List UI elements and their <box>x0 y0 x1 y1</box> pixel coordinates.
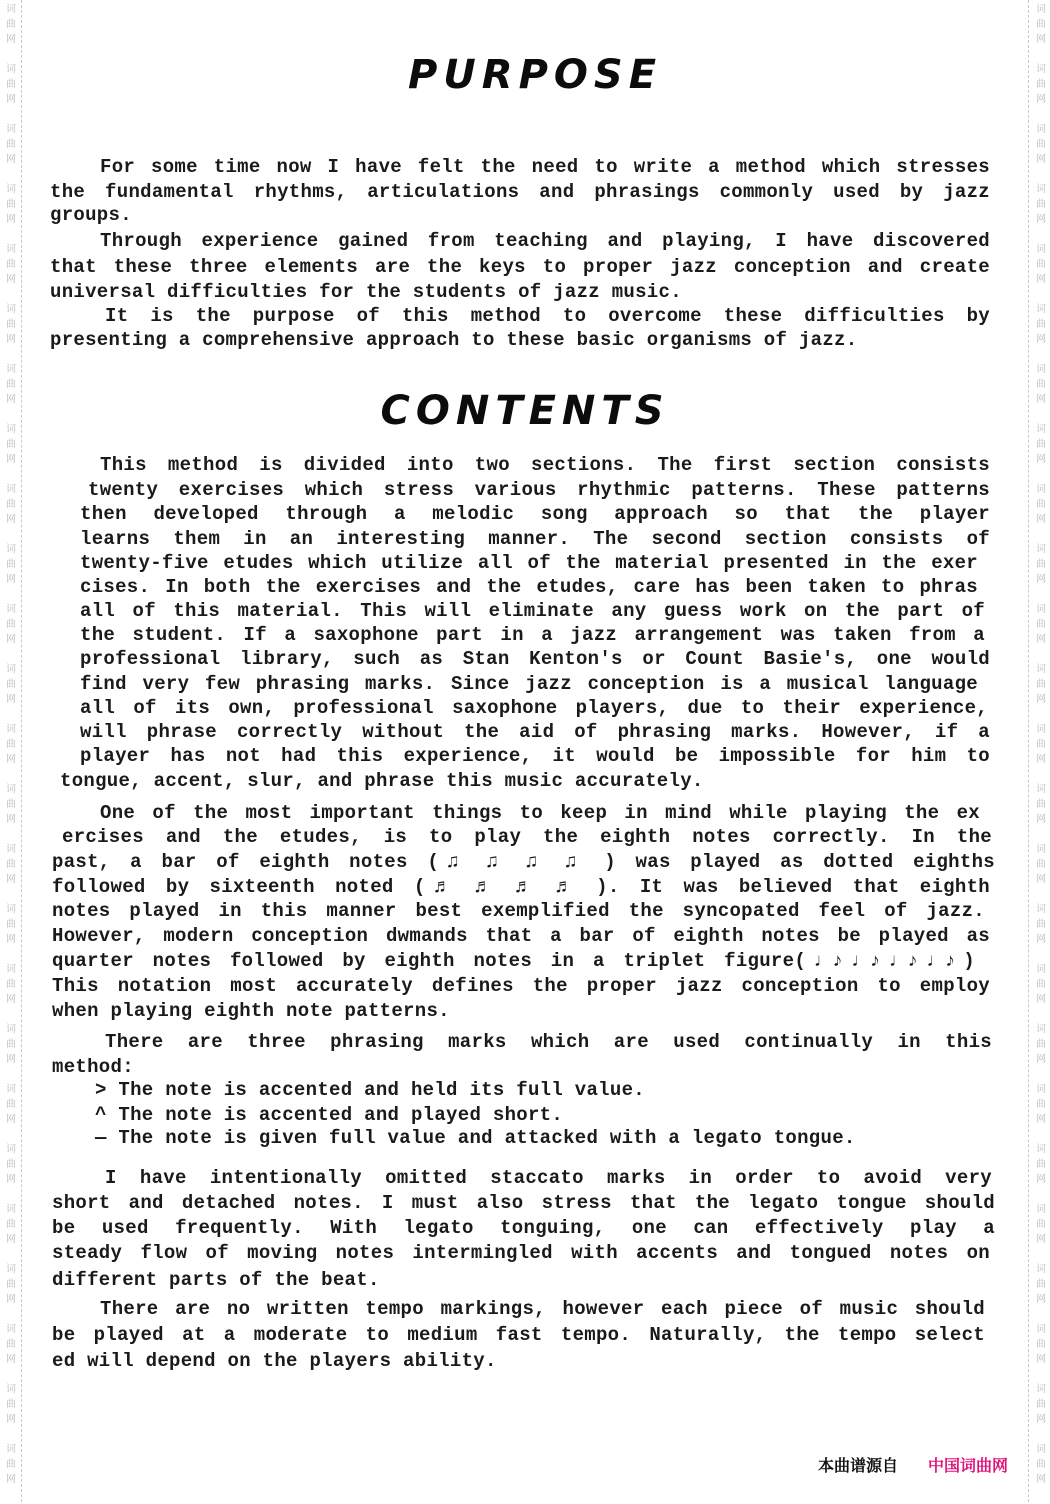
watermark-char: 网 <box>1036 874 1046 885</box>
watermark-char: 词 <box>1036 304 1046 315</box>
watermark-group <box>1036 542 1046 602</box>
watermark-group <box>6 962 16 1022</box>
watermark-char: 曲 <box>1036 859 1046 870</box>
watermark-char: 曲 <box>6 1459 16 1470</box>
watermark-group <box>6 782 16 842</box>
watermark-char: 网 <box>6 1414 16 1425</box>
watermark-char: 网 <box>1036 1114 1046 1125</box>
watermark-char: 曲 <box>1036 679 1046 690</box>
text-line: cises. In both the exercises and the etudes, care has been taken to phras <box>80 576 978 598</box>
watermark-group <box>6 902 16 962</box>
text-line: > The note is accented and held its full value. <box>95 1079 645 1101</box>
watermark-char: 网 <box>1036 1174 1046 1185</box>
watermark-char: 词 <box>6 124 16 135</box>
text-line: all of its own, professional saxophone players, due to their experience, <box>80 697 988 719</box>
text-line: steady flow of moving notes intermingled with accents and tongued notes on <box>52 1242 990 1264</box>
watermark-char: 网 <box>1036 154 1046 165</box>
watermark-char: 网 <box>1036 214 1046 225</box>
watermark-char: 词 <box>6 964 16 975</box>
watermark-char: 词 <box>1036 484 1046 495</box>
watermark-char: 曲 <box>1036 1279 1046 1290</box>
watermark-char: 词 <box>1036 124 1046 135</box>
watermark-char: 词 <box>6 1084 16 1095</box>
watermark-char: 网 <box>1036 754 1046 765</box>
watermark-char: 曲 <box>1036 19 1046 30</box>
watermark-char: 词 <box>6 1204 16 1215</box>
watermark-char: 曲 <box>1036 499 1046 510</box>
watermark-char: 网 <box>6 1174 16 1185</box>
watermark-char: 曲 <box>6 739 16 750</box>
watermark-char: 网 <box>1036 454 1046 465</box>
watermark-char: 网 <box>1036 1294 1046 1305</box>
text-line: find very few phrasing marks. Since jazz conception is a musical language <box>80 673 978 695</box>
watermark-char: 词 <box>6 424 16 435</box>
watermark-group <box>6 122 16 182</box>
watermark-char: 曲 <box>1036 1459 1046 1470</box>
watermark-char: 词 <box>1036 964 1046 975</box>
text-line: the student. If a saxophone part in a jazz arrangement was taken from a <box>80 624 985 646</box>
text-line: different parts of the beat. <box>52 1269 380 1291</box>
watermark-group <box>1036 782 1046 842</box>
watermark-group <box>1036 1142 1046 1202</box>
text-line: groups. <box>50 204 132 226</box>
text-line: method: <box>52 1056 134 1078</box>
watermark-char: 网 <box>1036 634 1046 645</box>
watermark-char: 词 <box>1036 1204 1046 1215</box>
watermark-char: 词 <box>1036 604 1046 615</box>
watermark-char: 词 <box>6 244 16 255</box>
watermark-char: 词 <box>1036 844 1046 855</box>
watermark-char: 词 <box>6 784 16 795</box>
watermark-char: 词 <box>6 1444 16 1455</box>
watermark-char: 曲 <box>6 1039 16 1050</box>
watermark-group <box>6 242 16 302</box>
text-line: past, a bar of eighth notes (♫ ♫ ♫ ♫ ) was played as dotted eighths <box>52 851 995 873</box>
watermark-group <box>1036 302 1046 362</box>
watermark-group <box>1036 1082 1046 1142</box>
watermark-char: 曲 <box>6 559 16 570</box>
watermark-char: 词 <box>6 604 16 615</box>
watermark-char: 网 <box>1036 34 1046 45</box>
watermark-char: 曲 <box>1036 439 1046 450</box>
text-line: professional library, such as Stan Kenton's or Count Basie's, one would <box>80 648 990 670</box>
watermark-char: 网 <box>6 1354 16 1365</box>
watermark-char: 曲 <box>6 19 16 30</box>
watermark-char: 网 <box>1036 1474 1046 1485</box>
watermark-group <box>6 542 16 602</box>
text-line: This method is divided into two sections. The first section consists <box>100 454 990 476</box>
watermark-char: 词 <box>1036 724 1046 735</box>
watermark-char: 曲 <box>1036 1339 1046 1350</box>
watermark-group <box>6 722 16 782</box>
watermark-char: 网 <box>6 874 16 885</box>
watermark-char: 曲 <box>1036 739 1046 750</box>
watermark-char: 曲 <box>1036 1039 1046 1050</box>
watermark-char: 网 <box>1036 514 1046 525</box>
watermark-char: 曲 <box>6 1099 16 1110</box>
watermark-group <box>1036 602 1046 662</box>
watermark-char: 词 <box>1036 1384 1046 1395</box>
watermark-group <box>6 1142 16 1202</box>
text-line: This notation most accurately defines the proper jazz conception to employ <box>52 975 990 997</box>
watermark-group <box>6 302 16 362</box>
watermark-char: 词 <box>1036 1144 1046 1155</box>
watermark-char: 词 <box>6 1024 16 1035</box>
watermark-char: 词 <box>6 904 16 915</box>
watermark-char: 词 <box>6 1384 16 1395</box>
watermark-group <box>6 1082 16 1142</box>
text-line: player has not had this experience, it would be impossible for him to <box>80 745 990 767</box>
left-watermark-column <box>0 0 22 1504</box>
text-line: be used frequently. With legato tonguing, one can effectively play a <box>52 1217 995 1239</box>
watermark-char: 曲 <box>6 619 16 630</box>
watermark-char: 曲 <box>1036 1399 1046 1410</box>
watermark-group <box>1036 1022 1046 1082</box>
watermark-char: 曲 <box>1036 79 1046 90</box>
watermark-char: 词 <box>1036 1264 1046 1275</box>
watermark-char: 词 <box>1036 244 1046 255</box>
watermark-char: 网 <box>6 994 16 1005</box>
text-line: quarter notes followed by eighth notes in a triplet figure(♩♪♩♪♩♪♩♪) <box>52 950 975 972</box>
watermark-group <box>1036 242 1046 302</box>
watermark-char: 曲 <box>1036 619 1046 630</box>
watermark-char: 曲 <box>1036 379 1046 390</box>
text-line: that these three elements are the keys to proper jazz conception and create <box>50 256 990 278</box>
watermark-char: 网 <box>1036 1414 1046 1425</box>
watermark-char: 网 <box>6 274 16 285</box>
watermark-char: 曲 <box>1036 1159 1046 1170</box>
watermark-char: 词 <box>6 364 16 375</box>
watermark-char: 网 <box>6 334 16 345</box>
watermark-group <box>1036 1442 1046 1502</box>
watermark-group <box>6 662 16 722</box>
text-line: One of the most important things to keep in mind while playing the ex <box>100 802 980 824</box>
source-site-link[interactable]: 中国词曲网 <box>928 1456 1009 1475</box>
watermark-char: 词 <box>6 64 16 75</box>
text-line: the fundamental rhythms, articulations and phrasings commonly used by jazz <box>50 181 990 203</box>
watermark-char: 曲 <box>6 859 16 870</box>
watermark-char: 词 <box>6 1324 16 1335</box>
text-line: tongue, accent, slur, and phrase this music accurately. <box>60 770 704 792</box>
watermark-char: 网 <box>1036 334 1046 345</box>
watermark-group <box>6 482 16 542</box>
watermark-char: 曲 <box>6 919 16 930</box>
watermark-char: 网 <box>1036 94 1046 105</box>
watermark-group <box>1036 902 1046 962</box>
watermark-char: 词 <box>1036 424 1046 435</box>
watermark-char: 曲 <box>1036 259 1046 270</box>
watermark-char: 曲 <box>1036 979 1046 990</box>
text-line: ^ The note is accented and played short. <box>95 1104 564 1126</box>
watermark-char: 词 <box>1036 184 1046 195</box>
watermark-char: 网 <box>6 34 16 45</box>
text-line: It is the purpose of this method to overcome these difficulties by <box>105 305 990 327</box>
source-label: 本曲谱源自 <box>818 1456 899 1475</box>
watermark-char: 词 <box>1036 784 1046 795</box>
watermark-char: 网 <box>6 454 16 465</box>
watermark-group <box>1036 1322 1046 1382</box>
contents-title: CONTENTS <box>380 388 670 434</box>
watermark-group <box>6 1442 16 1502</box>
text-line: presenting a comprehensive approach to these basic organisms of jazz. <box>50 329 858 351</box>
watermark-char: 网 <box>1036 394 1046 405</box>
watermark-char: 词 <box>1036 1324 1046 1335</box>
watermark-char: 网 <box>6 814 16 825</box>
watermark-char: 网 <box>1036 1054 1046 1065</box>
text-line: be played at a moderate to medium fast tempo. Naturally, the tempo select <box>52 1324 985 1346</box>
text-line: There are no written tempo markings, however each piece of music should <box>100 1298 985 1320</box>
watermark-char: 网 <box>6 394 16 405</box>
watermark-char: 曲 <box>1036 1219 1046 1230</box>
watermark-char: 词 <box>6 1264 16 1275</box>
watermark-char: 曲 <box>1036 199 1046 210</box>
watermark-group <box>6 1022 16 1082</box>
watermark-char: 词 <box>1036 1024 1046 1035</box>
watermark-char: 词 <box>1036 544 1046 555</box>
watermark-char: 词 <box>6 664 16 675</box>
watermark-group <box>1036 722 1046 782</box>
text-line: ercises and the etudes, is to play the eighth notes correctly. In the <box>62 826 992 848</box>
watermark-char: 曲 <box>1036 139 1046 150</box>
text-line: twenty exercises which stress various rhythmic patterns. These patterns <box>88 479 990 501</box>
watermark-char: 曲 <box>6 1279 16 1290</box>
watermark-char: 网 <box>6 1234 16 1245</box>
watermark-char: 曲 <box>1036 799 1046 810</box>
watermark-char: 词 <box>6 484 16 495</box>
watermark-char: 词 <box>6 304 16 315</box>
watermark-char: 网 <box>1036 934 1046 945</box>
watermark-char: 曲 <box>1036 919 1046 930</box>
watermark-group <box>1036 182 1046 242</box>
watermark-char: 曲 <box>6 319 16 330</box>
watermark-char: 曲 <box>6 1399 16 1410</box>
watermark-char: 网 <box>1036 1234 1046 1245</box>
watermark-char: 网 <box>1036 694 1046 705</box>
watermark-char: 曲 <box>6 679 16 690</box>
text-line: Through experience gained from teaching and playing, I have discovered <box>100 230 990 252</box>
watermark-char: 词 <box>6 1144 16 1155</box>
text-line: learns them in an interesting manner. The second section consists of <box>80 528 990 550</box>
watermark-group <box>6 1202 16 1262</box>
watermark-char: 词 <box>1036 664 1046 675</box>
text-line: will phrase correctly without the aid of phrasing marks. However, if a <box>80 721 990 743</box>
text-line: then developed through a melodic song approach so that the player <box>80 503 990 525</box>
right-watermark-column <box>1030 0 1050 1504</box>
right-margin-rule <box>1028 0 1029 1502</box>
text-line: twenty-five etudes which utilize all of the material presented in the exer <box>80 552 978 574</box>
watermark-char: 网 <box>1036 1354 1046 1365</box>
text-line: notes played in this manner best exemplified the syncopated feel of jazz. <box>52 900 985 922</box>
watermark-char: 曲 <box>6 1339 16 1350</box>
watermark-group <box>6 1322 16 1382</box>
text-line: For some time now I have felt the need to write a method which stresses <box>100 156 990 178</box>
watermark-char: 网 <box>1036 994 1046 1005</box>
watermark-char: 网 <box>6 1294 16 1305</box>
watermark-group <box>6 842 16 902</box>
watermark-char: 词 <box>1036 4 1046 15</box>
watermark-group <box>1036 962 1046 1022</box>
watermark-char: 曲 <box>6 1159 16 1170</box>
watermark-char: 曲 <box>6 259 16 270</box>
purpose-title: PURPOSE <box>407 52 663 98</box>
watermark-char: 网 <box>6 154 16 165</box>
watermark-group <box>1036 1382 1046 1442</box>
watermark-char: 网 <box>1036 274 1046 285</box>
watermark-char: 网 <box>1036 574 1046 585</box>
watermark-char: 网 <box>6 1054 16 1065</box>
watermark-char: 曲 <box>6 1219 16 1230</box>
watermark-group <box>1036 482 1046 542</box>
text-line: short and detached notes. I must also stress that the legato tongue should <box>52 1192 995 1214</box>
watermark-char: 曲 <box>6 379 16 390</box>
watermark-char: 网 <box>6 514 16 525</box>
watermark-char: 词 <box>6 4 16 15</box>
watermark-char: 网 <box>6 634 16 645</box>
watermark-char: 网 <box>6 574 16 585</box>
watermark-char: 曲 <box>6 199 16 210</box>
watermark-char: 曲 <box>6 799 16 810</box>
watermark-char: 曲 <box>6 979 16 990</box>
watermark-group <box>6 1262 16 1322</box>
watermark-char: 词 <box>1036 1444 1046 1455</box>
text-line: However, modern conception dwmands that a bar of eighth notes be played as <box>52 925 990 947</box>
watermark-char: 网 <box>6 94 16 105</box>
watermark-char: 词 <box>6 184 16 195</box>
watermark-char: 曲 <box>6 499 16 510</box>
watermark-char: 网 <box>1036 814 1046 825</box>
watermark-char: 曲 <box>6 139 16 150</box>
watermark-char: 曲 <box>1036 559 1046 570</box>
watermark-char: 词 <box>1036 364 1046 375</box>
watermark-char: 曲 <box>6 79 16 90</box>
watermark-group <box>1036 1262 1046 1322</box>
text-line: followed by sixteenth noted (♬ ♬ ♬ ♬ ). It was believed that eighth <box>52 876 990 898</box>
watermark-group <box>6 182 16 242</box>
watermark-char: 曲 <box>1036 1099 1046 1110</box>
watermark-char: 网 <box>6 754 16 765</box>
text-line: ed will depend on the players ability. <box>52 1350 497 1372</box>
watermark-char: 词 <box>6 724 16 735</box>
watermark-group <box>1036 842 1046 902</box>
watermark-group <box>6 1382 16 1442</box>
text-line: universal difficulties for the students of jazz music. <box>50 281 682 303</box>
watermark-char: 网 <box>6 214 16 225</box>
watermark-group <box>1036 662 1046 722</box>
watermark-char: 词 <box>6 844 16 855</box>
watermark-char: 曲 <box>6 439 16 450</box>
text-line: — The note is given full value and attacked with a legato tongue. <box>95 1127 856 1149</box>
text-line: There are three phrasing marks which are used continually in this <box>105 1031 992 1053</box>
watermark-char: 网 <box>6 934 16 945</box>
watermark-char: 网 <box>6 694 16 705</box>
watermark-group <box>1036 1202 1046 1262</box>
text-line: all of this material. This will eliminate any guess work on the part of <box>80 600 985 622</box>
watermark-group <box>1036 122 1046 182</box>
watermark-char: 词 <box>6 544 16 555</box>
watermark-char: 曲 <box>1036 319 1046 330</box>
watermark-char: 网 <box>6 1114 16 1125</box>
watermark-char: 网 <box>6 1474 16 1485</box>
watermark-group <box>6 602 16 662</box>
text-line: when playing eighth note patterns. <box>52 1000 450 1022</box>
watermark-char: 词 <box>1036 64 1046 75</box>
text-line: I have intentionally omitted staccato marks in order to avoid very <box>105 1167 992 1189</box>
watermark-char: 词 <box>1036 1084 1046 1095</box>
watermark-char: 词 <box>1036 904 1046 915</box>
